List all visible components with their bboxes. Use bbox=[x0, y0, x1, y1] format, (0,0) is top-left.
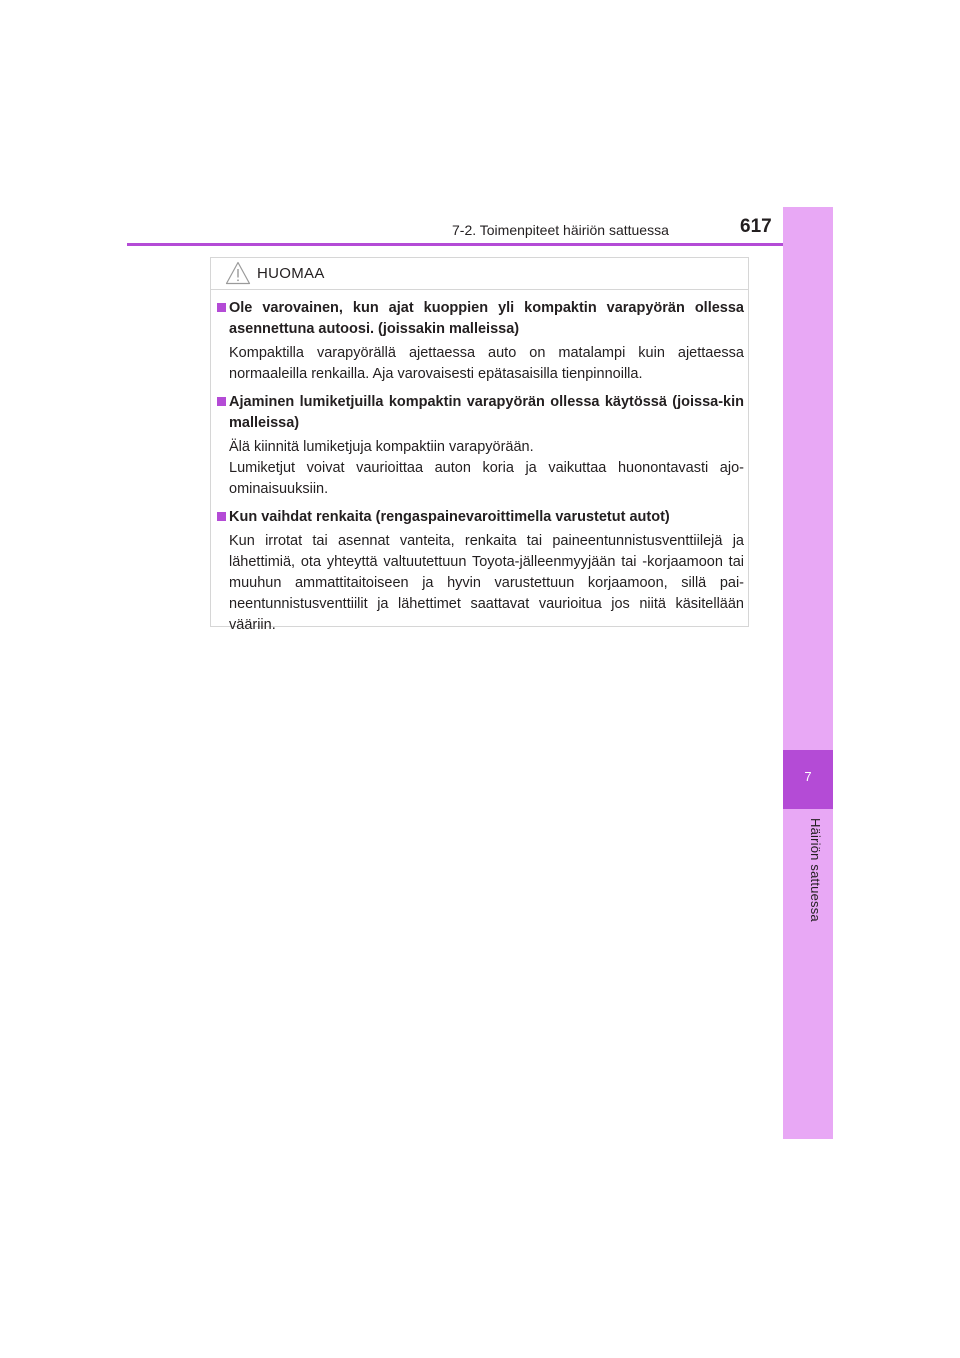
caution-paragraph: Älä kiinnitä lumiketjuja kompaktiin varapyörään. bbox=[229, 439, 534, 455]
caution-divider bbox=[211, 289, 748, 290]
caution-item-heading bbox=[217, 507, 744, 528]
chapter-side-tab bbox=[783, 207, 833, 1139]
caution-item-body bbox=[217, 343, 744, 385]
caution-item-body bbox=[217, 437, 744, 500]
caution-item-heading-text: Ole varovainen, kun ajat kuoppien yli kompaktin varapyörän ollessa asennettuna autoosi. (joissakin malleissa) bbox=[229, 300, 744, 337]
caution-item bbox=[217, 507, 744, 636]
caution-item-heading bbox=[217, 298, 744, 340]
page-number: 617 bbox=[740, 216, 772, 237]
caution-item-heading-text: Ajaminen lumiketjuilla kompaktin varapyörän ollessa käytössä (joissa-kin malleissa) bbox=[229, 394, 744, 431]
caution-paragraph: Lumiketjut voivat vaurioittaa auton koria ja vaikuttaa huonontavasti ajo-ominaisuuksiin. bbox=[229, 460, 744, 497]
caution-items bbox=[217, 298, 744, 643]
chapter-title: Häiriön sattuessa bbox=[808, 818, 823, 922]
caution-item-body bbox=[217, 531, 744, 636]
bullet-square-icon bbox=[217, 303, 226, 312]
caution-paragraph: Kompaktilla varapyörällä ajettaessa auto on matalampi kuin ajettaessa normaaleilla renkailla. Aja varovaisesti epätasaisilla tienpinnoilla. bbox=[229, 345, 744, 382]
caution-header bbox=[225, 258, 325, 288]
caution-item-heading bbox=[217, 392, 744, 434]
header-divider bbox=[127, 243, 833, 246]
bullet-square-icon bbox=[217, 397, 226, 406]
chapter-number: 7 bbox=[804, 769, 812, 784]
warning-triangle-icon bbox=[225, 261, 251, 285]
caution-box bbox=[210, 257, 749, 633]
caution-item bbox=[217, 392, 744, 500]
caution-paragraph: Kun irrotat tai asennat vanteita, renkaita tai paineentunnistusventtiilejä ja lähettimiä, ota yhteyttä valtuutettuun Toyota-jälleenmyyjään tai -korjaamoon tai muuhun ammattitaitoiseen ja hyvin varustettuun korjaamoon, sillä pai-neentunnistusventtiilit ja lähettimet saattavat vaurioitua jos niitä käsitellään vääriin. bbox=[229, 533, 744, 633]
caution-title: HUOMAA bbox=[257, 264, 325, 282]
section-title: 7-2. Toimenpiteet häiriön sattuessa bbox=[452, 222, 669, 238]
caution-item-heading-text: Kun vaihdat renkaita (rengaspainevaroittimella varustetut autot) bbox=[229, 509, 670, 525]
caution-item bbox=[217, 298, 744, 385]
bullet-square-icon bbox=[217, 512, 226, 521]
